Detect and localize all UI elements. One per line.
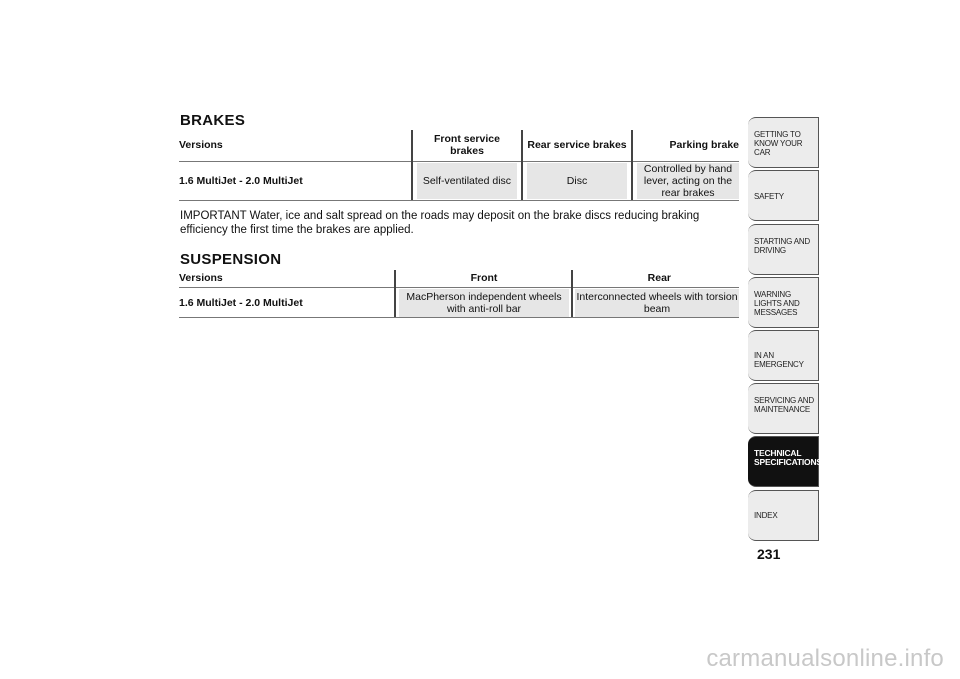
brakes-row-parking: Controlled by hand lever, acting on the rear brakes — [637, 163, 739, 199]
brakes-header-parking: Parking brake — [669, 138, 739, 151]
brakes-important-note: IMPORTANT Water, ice and salt spread on the roads may deposit on the brake discs reducing braking efficiency the first time the brakes are applied. — [180, 210, 700, 236]
suspension-header-rear: Rear — [647, 272, 671, 284]
tab-in-an-emergency[interactable]: IN AN EMERGENCY — [748, 330, 819, 381]
suspension-column-divider — [394, 270, 396, 318]
watermark: carmanualsonline.info — [706, 645, 944, 672]
brakes-column-divider — [631, 130, 633, 200]
suspension-footer-rule — [179, 317, 739, 318]
suspension-row-versions: 1.6 MultiJet - 2.0 MultiJet — [179, 297, 303, 309]
suspension-column-divider — [571, 270, 573, 318]
brakes-header-rear: Rear service brakes — [527, 138, 627, 151]
suspension-header-front: Front — [470, 272, 498, 284]
brakes-header-front: Front service brakes — [434, 132, 500, 157]
brakes-header-rule — [179, 161, 739, 162]
suspension-row-front: MacPherson independent wheels with anti-roll bar — [399, 289, 569, 317]
brakes-column-divider — [521, 130, 523, 200]
brakes-footer-rule — [179, 200, 739, 201]
brakes-row-versions: 1.6 MultiJet - 2.0 MultiJet — [179, 175, 303, 187]
tab-technical-specifications[interactable]: TECHNICAL SPECIFICATIONS — [748, 436, 819, 487]
tab-warning-lights-and-messages[interactable]: WARNING LIGHTS AND MESSAGES — [748, 277, 819, 328]
brakes-row-rear: Disc — [527, 163, 627, 199]
tab-safety[interactable]: SAFETY — [748, 170, 819, 221]
brakes-header-versions: Versions — [179, 138, 223, 151]
brakes-row-front: Self-ventilated disc — [417, 163, 517, 199]
suspension-row-rear: Interconnected wheels with torsion beam — [576, 291, 738, 315]
brakes-table — [179, 130, 739, 200]
suspension-heading: SUSPENSION — [180, 251, 282, 268]
brakes-heading: BRAKES — [180, 112, 246, 129]
tab-index[interactable]: INDEX — [748, 490, 819, 541]
brakes-column-divider — [411, 130, 413, 200]
tab-getting-to-know-your-car[interactable]: GETTING TO KNOW YOUR CAR — [748, 117, 819, 168]
suspension-header-versions: Versions — [179, 272, 223, 284]
page-number: 231 — [757, 546, 781, 562]
suspension-header-rule — [179, 287, 739, 288]
tab-servicing-and-maintenance[interactable]: SERVICING AND MAINTENANCE — [748, 383, 819, 434]
tab-starting-and-driving[interactable]: STARTING AND DRIVING — [748, 224, 819, 275]
suspension-table — [179, 270, 739, 318]
